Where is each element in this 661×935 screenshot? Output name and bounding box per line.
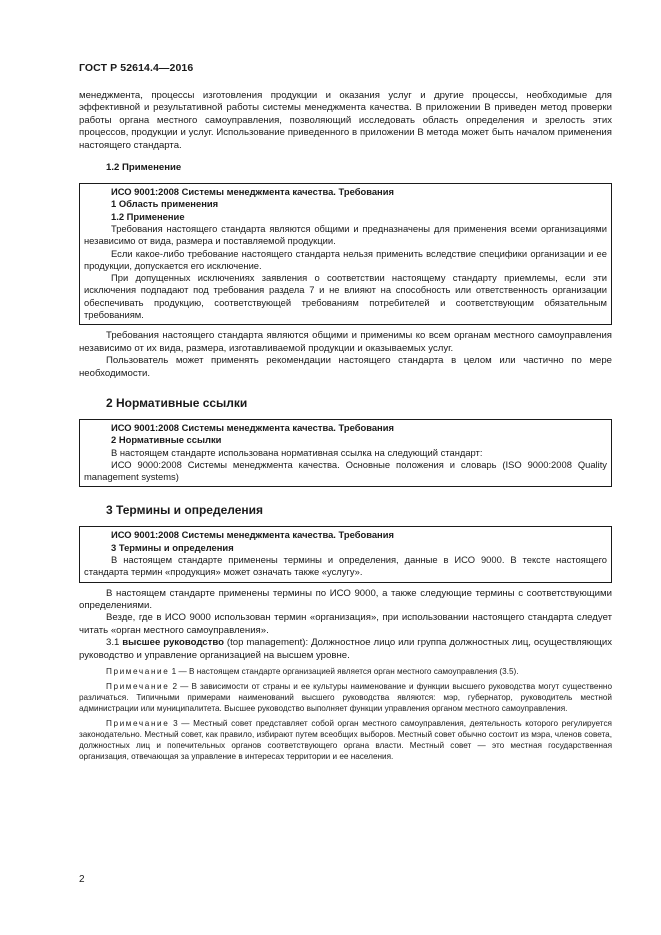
box-paragraph: В настоящем стандарте использована нормативная ссылка на следующий стандарт: bbox=[111, 446, 483, 458]
box-subclause: 1.2 Применение bbox=[111, 210, 185, 222]
note-label: Примечание bbox=[106, 719, 170, 729]
body-paragraph: Везде, где в ИСО 9000 использован термин «организация», при использовании настоящего стандарта следует читать «орган местного самоуправления». bbox=[79, 612, 612, 636]
box-paragraph: В настоящем стандарте применены термины и определения, данные в ИСО 9000. В тексте настоящего стандарта термин «продукция» может означать также «услугу». bbox=[84, 554, 607, 578]
definition-term: высшее руководство bbox=[122, 637, 224, 649]
box-clause: 2 Нормативные ссылки bbox=[111, 434, 222, 446]
box-paragraph: Требования настоящего стандарта являются общими и предназначены для применения всеми организациями независимо от вида, размера и поставляемой продукции. bbox=[84, 222, 607, 247]
definition-3-1 bbox=[79, 637, 612, 662]
box-title: ИСО 9001:2008 Системы менеджмента качества. Требования bbox=[111, 186, 394, 198]
box-paragraph: Если какое-либо требование настоящего стандарта нельзя применить вследствие специфики организации и ее продукции, допускается его исключение. bbox=[84, 247, 607, 271]
page-number: 2 bbox=[79, 874, 85, 885]
note-number: 2 — bbox=[172, 682, 189, 692]
note-3 bbox=[79, 718, 612, 762]
box-paragraph: При допущенных исключениях заявления о соответствии настоящему стандарту приемлемы, если эти исключения подпадают под требования раздела 7 и не влияют на способность или ответственность организации обеспечивать продукцию, соответствующей требованиям потребителей и соответствующим обязательным требованиям. bbox=[84, 272, 607, 320]
note-text: В зависимости от страны и ее культуры наименование и функции высшего руководства могут существенно различаться. Типичными примерами наименований высшего руководства являются: мэр, губернатор, руководитель местной администрации или муниципалитета. Высшее руководство выполняет функции управления органом местного самоуправления. bbox=[79, 682, 613, 714]
section-heading-2: 2 Нормативные ссылки bbox=[106, 395, 248, 410]
note-label: Примечание bbox=[106, 667, 170, 677]
note-1 bbox=[79, 666, 612, 677]
note-label: Примечание bbox=[106, 682, 170, 692]
document-code: ГОСТ Р 52614.4—2016 bbox=[79, 62, 194, 74]
definition-text: (top management): Должностное лицо или группа должностных лиц, осуществляющих руководство и управление организацией на высшем уровне. bbox=[79, 637, 613, 661]
box-clause: 3 Термины и определения bbox=[111, 541, 234, 553]
subsection-heading-1-2: 1.2 Применение bbox=[106, 162, 182, 174]
quote-box-iso-3 bbox=[79, 526, 612, 582]
note-text: В настоящем стандарте организацией является орган местного самоуправления (3.5). bbox=[188, 667, 519, 677]
definition-number: 3.1 bbox=[106, 637, 120, 649]
box-paragraph: ИСО 9000:2008 Системы менеджмента качества. Основные положения и словарь (ISO 9000:2008 Quality management systems) bbox=[84, 458, 607, 483]
box-clause: 1 Область применения bbox=[111, 198, 219, 210]
box-title: ИСО 9001:2008 Системы менеджмента качества. Требования bbox=[111, 421, 394, 433]
page-content bbox=[79, 90, 612, 762]
note-2 bbox=[79, 681, 612, 714]
quote-box-iso-1-2 bbox=[79, 183, 612, 325]
box-title: ИСО 9001:2008 Системы менеджмента качества. Требования bbox=[111, 529, 394, 541]
body-paragraph: В настоящем стандарте применены термины по ИСО 9000, а также следующие термины с соответствующими определениями. bbox=[79, 587, 612, 611]
body-paragraph: Пользователь может применять рекомендации настоящего стандарта в целом или частично по мере необходимости. bbox=[79, 355, 612, 379]
note-number: 1 — bbox=[171, 667, 187, 677]
section-heading-3: 3 Термины и определения bbox=[106, 503, 264, 518]
body-paragraph: Требования настоящего стандарта являются общими и применимы ко всем органам местного самоуправления независимо от их вида, размера, изготавливаемой продукции и оказываемых услуг. bbox=[79, 330, 612, 354]
intro-paragraph: менеджмента, процессы изготовления продукции и оказания услуг и другие процессы, необходимые для эффективной и результативной работы системы менеджмента качества. В приложении В приведен метод проверки работы органа местного самоуправления, позволяющий исследовать область определения и зрелость этих процессов, продукции и услуг. Использование приведенного в приложении В метода может быть началом применения настоящего стандарта. bbox=[79, 90, 612, 151]
note-text: Местный совет представляет собой орган местного самоуправления, деятельность которого регулируется законодательно. Местный совет, как правило, избирают путем всеобщих выборов. Местный совет обычно состоит из мэра, членов совета, должностных лиц и попечительных органов соответствующего органа власти. Местный совет — это местная государственная организация, отвечающая за управление в интересах территории и ее населения. bbox=[79, 719, 612, 762]
note-number: 3 — bbox=[173, 719, 190, 729]
quote-box-iso-2 bbox=[79, 419, 612, 487]
